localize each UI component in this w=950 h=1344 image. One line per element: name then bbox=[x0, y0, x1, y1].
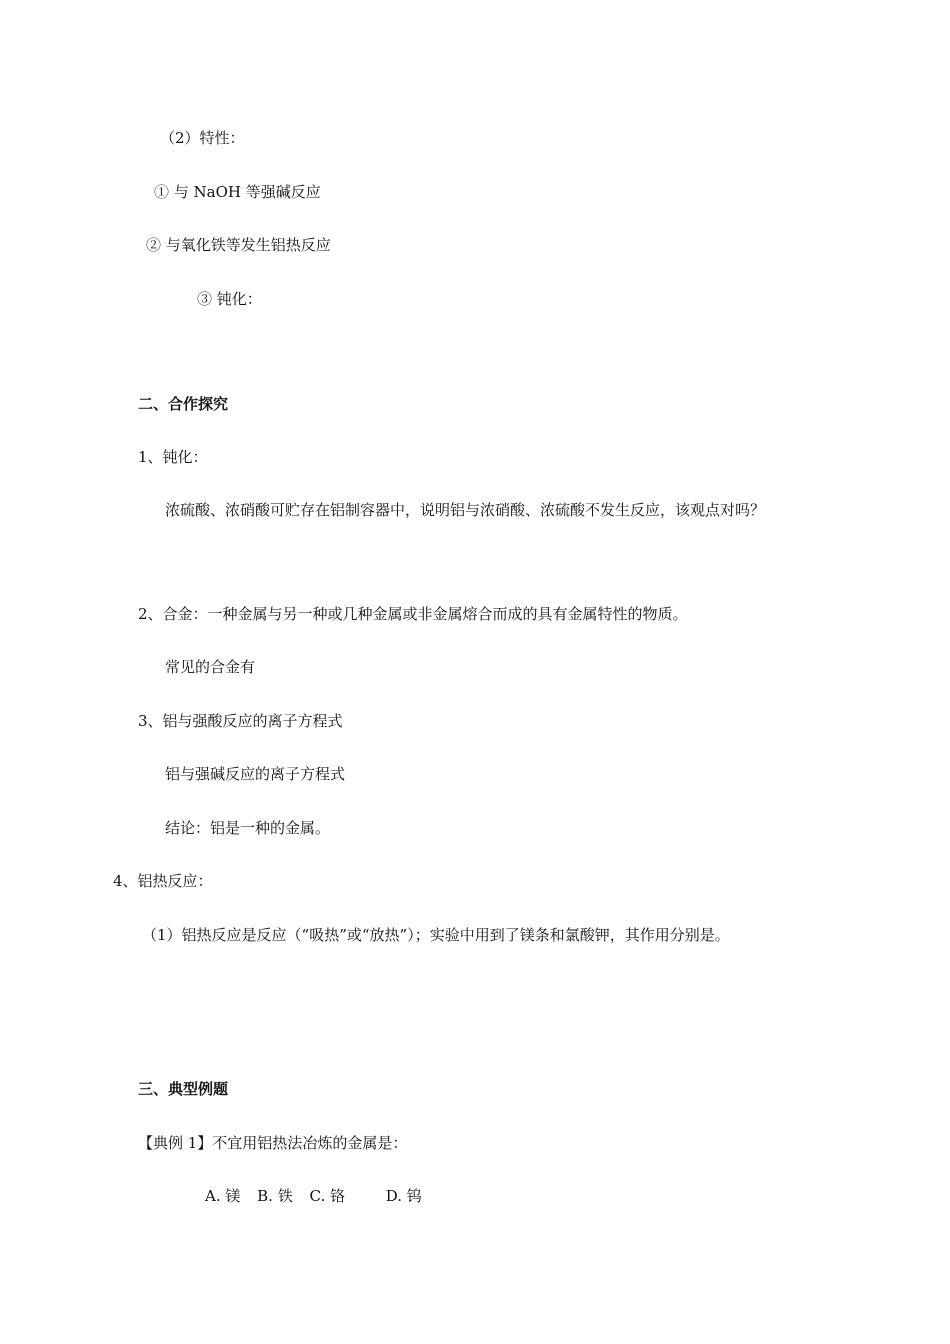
question-2-text: 常见的合金有 bbox=[165, 658, 256, 676]
property-item-1: ① 与 NaOH 等强碱反应 bbox=[154, 183, 321, 201]
question-3-text: 铝与强碱反应的离子方程式 bbox=[165, 765, 346, 783]
question-4-title: 4、铝热反应： bbox=[113, 872, 213, 890]
question-3-conclusion: 结论：铝是一种的金属。 bbox=[165, 819, 331, 837]
question-2-title: 2、合金：一种金属与另一种或几种金属或非金属熔合而成的具有金属特性的物质。 bbox=[138, 605, 688, 623]
property-item-3: ③ 钝化： bbox=[197, 290, 262, 308]
question-3-title: 3、铝与强酸反应的离子方程式 bbox=[138, 712, 343, 730]
question-4-text: （1）铝热反应是反应（“吸热”或“放热”）；实验中用到了镁条和氯酸钾，其作用分别是。 bbox=[142, 926, 730, 944]
property-item-2: ② 与氧化铁等发生铝热反应 bbox=[146, 236, 331, 254]
question-1-title: 1、钝化： bbox=[138, 448, 208, 466]
example-1-question: 【典例 1】不宜用铝热法冶炼的金属是： bbox=[138, 1134, 408, 1152]
section-heading-cooperative: 二、合作探究 bbox=[138, 395, 229, 413]
option-b: B. 铁 bbox=[257, 1187, 293, 1205]
properties-label: （2）特性： bbox=[160, 129, 245, 147]
option-a: A. 镁 bbox=[205, 1187, 241, 1205]
option-c: C. 铬 bbox=[309, 1187, 345, 1205]
question-1-text: 浓硫酸、浓硝酸可贮存在铝制容器中，说明铝与浓硝酸、浓硫酸不发生反应，该观点对吗？ bbox=[165, 501, 766, 519]
section-heading-examples: 三、典型例题 bbox=[138, 1080, 229, 1098]
example-1-options bbox=[205, 1186, 422, 1206]
option-d: D. 钨 bbox=[385, 1187, 422, 1205]
